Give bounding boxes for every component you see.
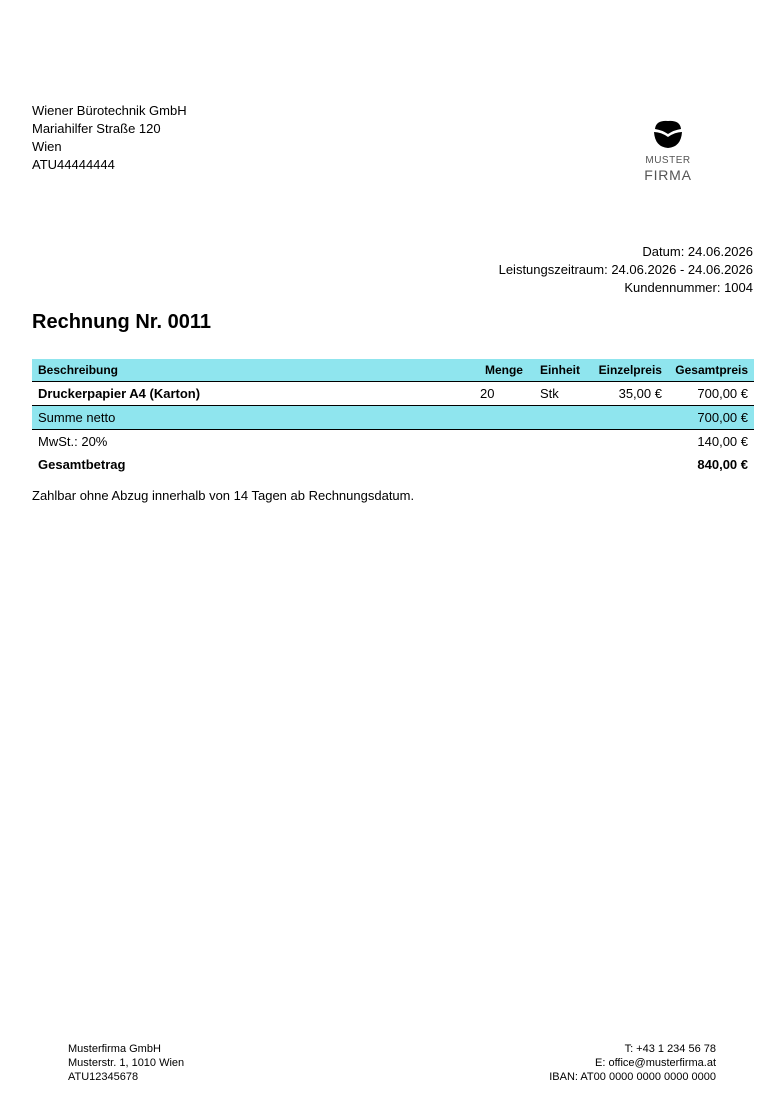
item-unit: Stk [534,382,586,406]
net-sum-value: 700,00 € [668,406,754,430]
vat-value: 140,00 € [697,434,748,449]
header-quantity: Menge [474,359,534,382]
recipient-street: Mariahilfer Straße 120 [32,121,161,136]
item-quantity: 20 [474,382,534,406]
recipient-address [32,102,187,174]
service-period: Leistungszeitraum: 24.06.2026 - 24.06.2026 [498,262,753,277]
total-label: Gesamtbetrag [38,457,126,472]
payment-terms: Zahlbar ohne Abzug innerhalb von 14 Tagen ab Rechnungsdatum. [32,488,415,503]
header-unit: Einheit [534,359,586,382]
header-total-price: Gesamtpreis [668,359,754,382]
invoice-table [32,359,754,476]
company-logo [641,119,695,183]
logo-text-line1: MUSTER [645,155,691,166]
footer-iban: IBAN: AT00 0000 0000 0000 0000 [549,1071,716,1083]
table-header-row [32,359,754,382]
footer-phone: T: +43 1 234 56 78 [624,1043,716,1055]
recipient-city: Wien [32,139,62,154]
total-row [32,453,754,476]
invoice-title: Rechnung Nr. 0011 [32,311,211,333]
logo-icon [652,119,684,149]
item-unit-price: 35,00 € [586,382,668,406]
footer-contact-info [549,1042,716,1084]
vat-row [32,430,754,454]
net-sum-row [32,406,754,430]
recipient-company: Wiener Bürotechnik GmbH [32,103,187,118]
table-row [32,382,754,406]
footer-email: E: office@musterfirma.at [595,1057,716,1069]
footer-vat-id: ATU12345678 [68,1071,139,1083]
logo-text-line2: FIRMA [644,167,692,183]
vat-label: MwSt.: 20% [38,434,108,449]
net-sum-label: Summe netto [32,406,668,430]
header-unit-price: Einzelpreis [586,359,668,382]
invoice-meta [499,243,753,297]
footer-company-info [68,1042,184,1084]
item-total-price: 700,00 € [668,382,754,406]
footer-address: Musterstr. 1, 1010 Wien [68,1057,185,1069]
item-description: Druckerpapier A4 (Karton) [32,382,474,406]
customer-number: Kundennummer: 1004 [624,280,753,295]
recipient-vat-id: ATU44444444 [32,157,115,172]
total-value: 840,00 € [697,457,748,472]
header-description: Beschreibung [32,359,474,382]
invoice-date: Datum: 24.06.2026 [642,244,753,259]
footer-company-name: Musterfirma GmbH [68,1043,161,1055]
